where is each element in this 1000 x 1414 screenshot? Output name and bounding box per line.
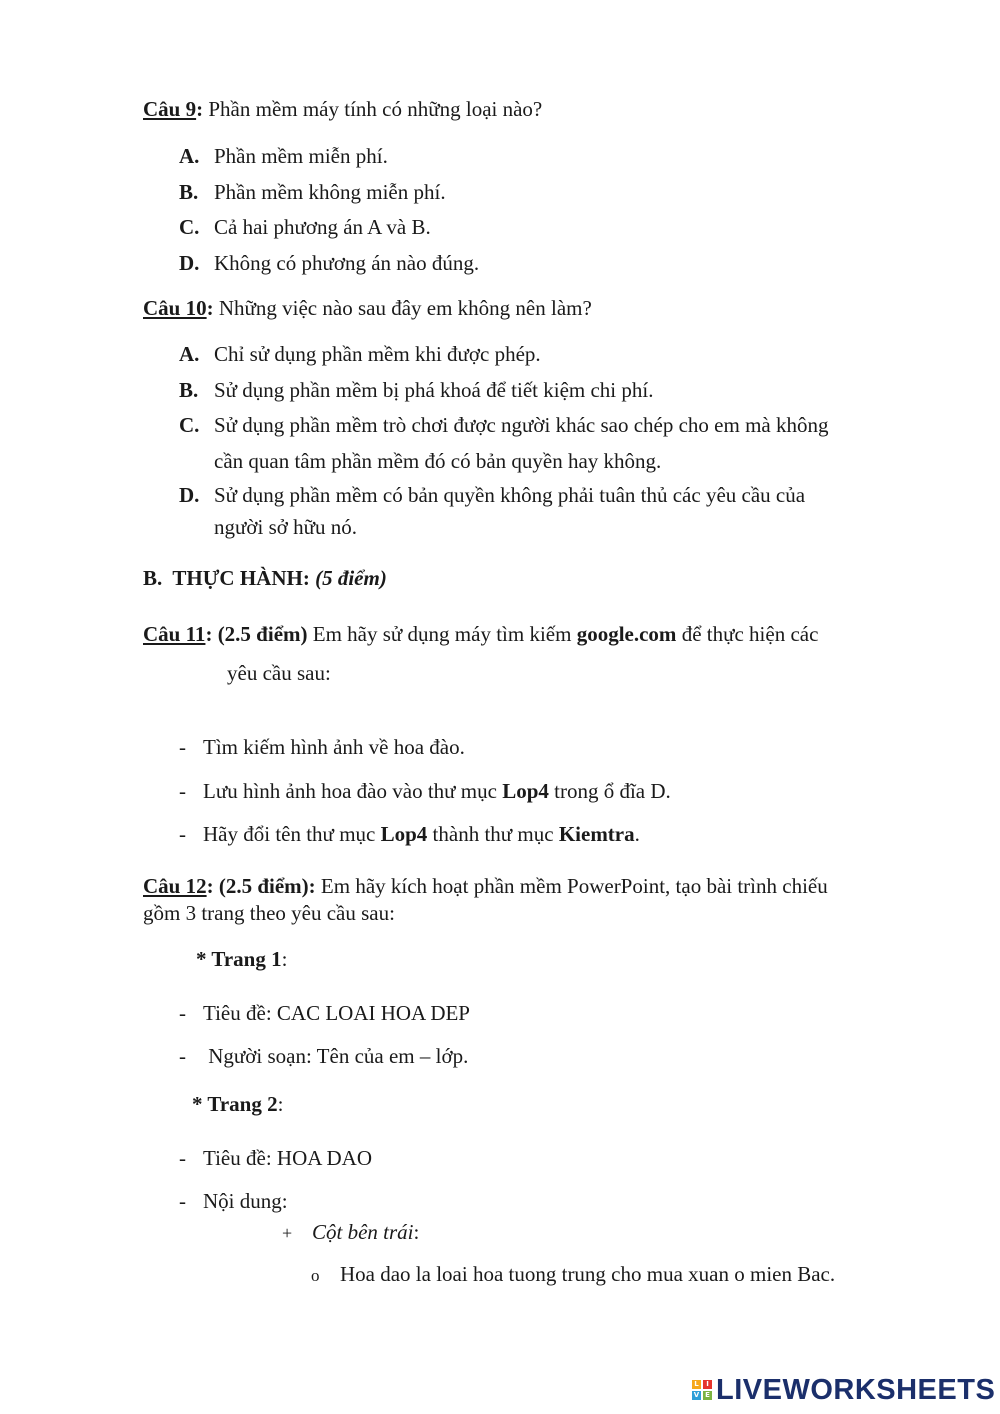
q12-page1-item-1	[179, 1001, 470, 1026]
q11-text-after: để thực hiện các	[681, 622, 819, 646]
option-text: Sử dụng phần mềm có bản quyền không phải tuân thủ các yêu cầu của	[214, 483, 806, 507]
item-text: thành thư mục	[432, 822, 554, 846]
q12-points: (2.5 điểm):	[218, 874, 316, 898]
q12-colon: :	[206, 874, 214, 898]
q9-option-b	[179, 180, 446, 205]
dash: -	[179, 1001, 186, 1025]
q9-option-c	[179, 215, 431, 240]
q12-label: Câu 12	[143, 874, 207, 898]
q11-stem	[143, 622, 818, 647]
option-text: Phần mềm miễn phí.	[214, 144, 388, 168]
option-letter: B.	[179, 180, 199, 204]
option-letter: C.	[179, 215, 200, 239]
section-b-heading	[143, 566, 387, 591]
q12-page1-item-2	[179, 1044, 468, 1069]
q12-sub-item	[311, 1262, 835, 1287]
q11-stem-line2: yêu cầu sau:	[227, 661, 331, 685]
q9-label: Câu 9	[143, 97, 197, 121]
item-text: Tiêu đề: CAC LOAI HOA DEP	[203, 1001, 470, 1025]
option-letter: B.	[179, 378, 199, 402]
option-letter: A.	[179, 342, 200, 366]
item-text: Người soạn: Tên của em – lớp.	[203, 1044, 469, 1068]
dash: -	[179, 779, 186, 803]
option-letter: A.	[179, 144, 200, 168]
q11-item-3	[179, 822, 640, 847]
q10-option-c	[179, 413, 829, 438]
q11-site: google.com	[576, 622, 677, 646]
page-colon: :	[281, 947, 288, 971]
item-text: Tìm kiếm hình ảnh về hoa đào.	[203, 735, 465, 759]
logo-mark-v: V	[693, 1391, 700, 1399]
q9-text: Phần mềm máy tính có những loại nào?	[203, 97, 543, 121]
q11-text-before: Em hãy sử dụng máy tìm kiếm	[312, 622, 572, 646]
section-b-title: B. THỰC HÀNH:	[143, 566, 310, 590]
q9-option-a	[179, 144, 388, 169]
page-label: * Trang 1	[196, 947, 282, 971]
logo-text: LIVEWORKSHEETS	[716, 1373, 996, 1406]
dash: -	[179, 735, 186, 759]
dash: -	[179, 1044, 186, 1068]
q12-page1-heading	[196, 947, 287, 972]
option-text: Sử dụng phần mềm trò chơi được người khác sao chép cho em mà không	[214, 413, 829, 437]
q11-points: (2.5 điểm)	[217, 622, 308, 646]
sub-heading-colon: :	[413, 1220, 420, 1244]
option-letter: D.	[179, 251, 200, 275]
item-text: trong ổ đĩa D.	[554, 779, 671, 803]
sub-heading-text: Cột bên trái	[312, 1220, 414, 1244]
section-b-points: (5 điểm)	[315, 566, 387, 590]
item-text: Nội dung:	[203, 1189, 288, 1213]
folder-name-new: Kiemtra	[558, 822, 635, 846]
page-colon: :	[277, 1092, 284, 1116]
q12-sub-heading	[282, 1220, 419, 1245]
q10-stem	[143, 296, 592, 321]
q10-colon: :	[206, 296, 214, 320]
logo-mark-icon	[692, 1380, 712, 1400]
folder-name: Lop4	[502, 779, 549, 803]
dash: -	[179, 1189, 186, 1213]
page-label: * Trang 2	[192, 1092, 278, 1116]
item-text: Hãy đổi tên thư mục	[203, 822, 376, 846]
option-letter: C.	[179, 413, 200, 437]
q10-option-b	[179, 378, 653, 403]
q12-page2-item-1	[179, 1146, 372, 1171]
q11-colon: :	[205, 622, 213, 646]
item-text: .	[634, 822, 640, 846]
dash: -	[179, 1146, 186, 1170]
q10-text: Những việc nào sau đây em không nên làm?	[213, 296, 592, 320]
item-text: Lưu hình ảnh hoa đào vào thư mục	[203, 779, 497, 803]
q11-item-1	[179, 735, 465, 760]
q11-item-2	[179, 779, 671, 804]
option-text: Phần mềm không miễn phí.	[214, 180, 446, 204]
option-letter: D.	[179, 483, 200, 507]
q10-option-c-line2: cần quan tâm phần mềm đó có bản quyền hay không.	[214, 449, 662, 473]
logo-mark-e: E	[703, 1391, 712, 1400]
option-text: Không có phương án nào đúng.	[214, 251, 480, 275]
option-text: Cả hai phương án A và B.	[214, 215, 431, 239]
folder-name: Lop4	[380, 822, 428, 846]
q10-label: Câu 10	[143, 296, 207, 320]
logo-mark-l: L	[692, 1380, 701, 1389]
liveworksheets-logo[interactable]	[692, 1374, 995, 1406]
q12-stem	[143, 874, 828, 899]
option-text: Chỉ sử dụng phần mềm khi được phép.	[214, 342, 541, 366]
option-text: Sử dụng phần mềm bị phá khoá để tiết kiệm chi phí.	[214, 378, 654, 402]
q12-page2-heading	[192, 1092, 283, 1117]
logo-mark-i: I	[703, 1380, 712, 1389]
q10-option-d-line2: người sở hữu nó.	[214, 515, 357, 539]
q9-option-d	[179, 251, 479, 276]
q9-colon: :	[196, 97, 204, 121]
q10-option-d	[179, 483, 805, 508]
dash: -	[179, 822, 186, 846]
q12-stem-line2: gồm 3 trang theo yêu cầu sau:	[143, 901, 395, 925]
q9-stem	[143, 97, 542, 122]
q10-option-a	[179, 342, 541, 367]
sub-item-text: Hoa dao la loai hoa tuong trung cho mua xuan o mien Bac.	[340, 1262, 836, 1286]
plus-bullet: +	[282, 1223, 293, 1243]
q11-label: Câu 11	[143, 622, 206, 646]
circle-bullet: o	[311, 1266, 320, 1285]
q12-page2-item-2	[179, 1189, 288, 1214]
item-text: Tiêu đề: HOA DAO	[203, 1146, 372, 1170]
q12-text: Em hãy kích hoạt phần mềm PowerPoint, tạo bài trình chiếu	[320, 874, 828, 898]
